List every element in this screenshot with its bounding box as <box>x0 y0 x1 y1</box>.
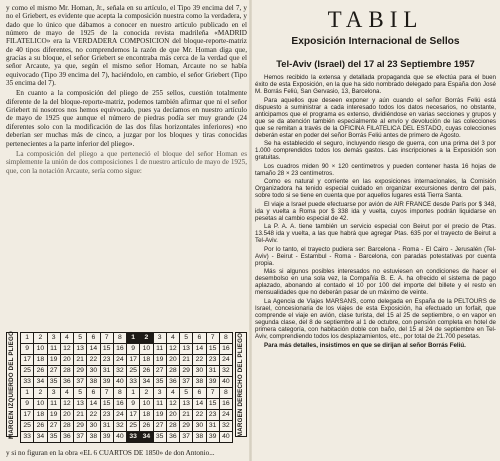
sheet-cell: 17 <box>127 410 140 421</box>
sheet-cell: 31 <box>206 366 219 377</box>
sheet-row <box>21 421 233 432</box>
sheet-cell: 4 <box>60 333 73 344</box>
article-dateline: Tel-Aviv (Israel) del 17 al 23 Septiembre 1957 <box>276 58 475 69</box>
article-column-right <box>255 4 496 459</box>
sheet-cell: 15 <box>206 344 219 355</box>
right-paragraph: Como es natural y corriente en las exposiciones internacionales, la Comisión Organizadora ha tenido especial cuidado en organizar excursiones dentro del país, sobre todo si se tiene en cuenta que por aquellos lugares está Tierra Santa. <box>255 178 496 200</box>
sheet-cell: 14 <box>87 344 100 355</box>
sheet-cell: 39 <box>206 377 219 388</box>
sheet-cell: 38 <box>193 432 206 443</box>
sheet-cell: 12 <box>60 344 73 355</box>
article-subtitle: Exposición Internacional de Sellos <box>291 36 460 47</box>
sheet-cell: 30 <box>193 421 206 432</box>
sheet-cell: 22 <box>87 355 100 366</box>
sheet-cell: 24 <box>113 410 126 421</box>
sheet-cell: 37 <box>74 432 87 443</box>
sheet-cell: 25 <box>21 421 34 432</box>
sheet-cell: 36 <box>166 432 179 443</box>
sheet-cell: 5 <box>74 388 87 399</box>
sheet-cell: 6 <box>193 333 206 344</box>
sheet-cell: 26 <box>140 421 153 432</box>
sheet-cell: 21 <box>180 355 193 366</box>
sheet-cell: 28 <box>166 421 179 432</box>
sheet-cell: 34 <box>140 377 153 388</box>
sheet-cell: 35 <box>47 432 60 443</box>
sheet-cell: 9 <box>127 344 140 355</box>
right-paragraph: El viaje a Israel puede efectuarse por avión de AIR FRANCE desde París por $ 348, ida y vuelta a Roma por $ 338 ida y vuelta, cuyos importes podrán liquidarse en pesetas al cambio especial de 42. <box>255 200 496 222</box>
sheet-cell: 12 <box>166 399 179 410</box>
left-margin-label: MARGEN IZQUIERDO DEL PLIEGO <box>6 332 18 437</box>
sheet-cell: 9 <box>21 399 34 410</box>
sheet-cell: 7 <box>100 333 113 344</box>
sheet-cell: 14 <box>87 399 100 410</box>
sheet-row <box>21 410 233 421</box>
sheet-cell: 5 <box>74 333 87 344</box>
sheet-cell: 1 <box>127 333 140 344</box>
sheet-cell: 24 <box>219 355 232 366</box>
sheet-cell: 4 <box>166 333 179 344</box>
sheet-cell: 39 <box>206 432 219 443</box>
sheet-cell: 28 <box>166 366 179 377</box>
sheet-cell: 22 <box>193 355 206 366</box>
sheet-cell: 2 <box>34 388 47 399</box>
sheet-cell: 9 <box>21 344 34 355</box>
sheet-cell: 15 <box>100 399 113 410</box>
sheet-cell: 36 <box>166 377 179 388</box>
sheet-cell: 33 <box>127 377 140 388</box>
sheet-cell: 1 <box>21 388 34 399</box>
sheet-cell: 29 <box>74 366 87 377</box>
sheet-cell: 19 <box>153 410 166 421</box>
sheet-cell: 10 <box>34 399 47 410</box>
sheet-cell: 34 <box>140 432 153 443</box>
sheet-cell: 27 <box>47 421 60 432</box>
sheet-cell: 39 <box>100 432 113 443</box>
sheet-row <box>21 432 233 443</box>
sheet-cell: 23 <box>206 410 219 421</box>
sheet-cell: 40 <box>113 377 126 388</box>
sheet-row <box>21 344 233 355</box>
sheet-row <box>21 388 233 399</box>
sheet-cell: 5 <box>180 388 193 399</box>
left-paragraph-2: En cuanto a la composición del pliego de 255 sellos, cuestión totalmente diferente de la del bloque-reporte-matriz, podemos también afirmar que ni el señor Griebert ni nosotros nos hemos equivocado, pues ya decíamos en nuestro artículo de mayo de 1925 que aunque el número de piedras podía ser muy grande (24 diferentes solo con la modificación de las dos filas horizontales inferiores) «no deberían ser muchas más de cinco, a juzgar por los bloques y tiras conocidas pertenecientes a la parte inferior del pliego». <box>6 89 247 148</box>
sheet-cell: 24 <box>113 355 126 366</box>
sheet-cell: 38 <box>87 377 100 388</box>
sheet-cell: 32 <box>219 421 232 432</box>
sheet-cell: 27 <box>47 366 60 377</box>
sheet-cell: 35 <box>153 377 166 388</box>
sheet-cell: 4 <box>166 388 179 399</box>
sheet-cell: 37 <box>180 432 193 443</box>
sheet-cell: 2 <box>140 388 153 399</box>
sheet-cell: 5 <box>180 333 193 344</box>
sheet-cell: 35 <box>153 432 166 443</box>
sheet-cell: 36 <box>60 377 73 388</box>
sheet-row <box>21 377 233 388</box>
sheet-cell: 36 <box>60 432 73 443</box>
sheet-cell: 10 <box>140 344 153 355</box>
sheet-cell: 13 <box>180 344 193 355</box>
sheet-cell: 31 <box>100 421 113 432</box>
sheet-cell: 35 <box>47 377 60 388</box>
sheet-cell: 6 <box>87 333 100 344</box>
sheet-cell: 30 <box>87 366 100 377</box>
sheet-cell: 3 <box>47 333 60 344</box>
sheet-cell: 33 <box>127 432 140 443</box>
sheet-cell: 23 <box>100 355 113 366</box>
sheet-cell: 16 <box>219 344 232 355</box>
sheet-cell: 10 <box>140 399 153 410</box>
sheet-row <box>21 399 233 410</box>
sheet-cell: 20 <box>166 355 179 366</box>
right-paragraph: Por lo tanto, el trayecto pudiera ser: Barcelona - Roma - El Cairo - Jerusalén (Tel-Aviv) - Beirut - Estambul - Roma - Barcelona, con paradas potestativas por cuenta propia. <box>255 245 496 267</box>
sheet-cell: 17 <box>21 355 34 366</box>
sheet-cell: 21 <box>180 410 193 421</box>
sheet-cell: 23 <box>100 410 113 421</box>
sheet-cell: 34 <box>34 432 47 443</box>
sheet-cell: 29 <box>74 421 87 432</box>
sheet-cell: 8 <box>219 388 232 399</box>
sheet-cell: 22 <box>87 410 100 421</box>
sheet-cell: 14 <box>193 344 206 355</box>
sheet-cell: 24 <box>219 410 232 421</box>
sheet-cell: 12 <box>166 344 179 355</box>
sheet-cell: 25 <box>127 366 140 377</box>
sheet-cell: 38 <box>193 377 206 388</box>
sheet-row <box>21 366 233 377</box>
sheet-cell: 29 <box>180 366 193 377</box>
sheet-cell: 21 <box>74 355 87 366</box>
sheet-cell: 33 <box>21 432 34 443</box>
sheet-cell: 27 <box>153 421 166 432</box>
sheet-cell: 1 <box>21 333 34 344</box>
sheet-cell: 1 <box>127 388 140 399</box>
sheet-cell: 37 <box>180 377 193 388</box>
sheet-cell: 7 <box>100 388 113 399</box>
right-paragraph: Más si algunos posibles interesados no estuviesen en condiciones de hacer el desembolso en una sola vez, la Compañía B. E. A. ha ofrecido el sistema de pago aplazado, abonando al contado el 10 por 100 del importe del billete y el resto en mensualidades que no deberán pasar de un máximo de veinte. <box>255 268 496 297</box>
sheet-cell: 8 <box>219 333 232 344</box>
sheet-cell: 32 <box>113 421 126 432</box>
right-paragraph: Se ha establecido el seguro, incluyendo riesgo de guerra, con una prima del 3 por 1.000 comprendidos todos los demás gastos. Las inscripciones a la Exposición son gratuitas. <box>255 140 496 162</box>
sheet-cell: 7 <box>206 333 219 344</box>
sheet-cell: 9 <box>127 399 140 410</box>
right-paragraph: Para más detalles, insistimos en que se dirijan al señor Borrás Feliú. <box>264 341 466 349</box>
sheet-cell: 19 <box>47 410 60 421</box>
sheet-cell: 3 <box>153 333 166 344</box>
right-paragraph: Hemos recibido la extensa y detallada propaganda que se efectúa para el buen éxito de esta Exposición, en la que ha sido nombrado delegado para España don José M. Borrás Feliú, San Gervasio, 13, Barcelona. <box>255 74 496 96</box>
sheet-cell: 14 <box>193 399 206 410</box>
sheet-cell: 11 <box>47 399 60 410</box>
sheet-cell: 16 <box>113 344 126 355</box>
sheet-cell: 12 <box>60 399 73 410</box>
sheet-cell: 27 <box>153 366 166 377</box>
masthead-title: TABIL <box>327 7 424 32</box>
sheet-cell: 32 <box>113 366 126 377</box>
sheet-cell: 6 <box>193 388 206 399</box>
sheet-cell: 37 <box>74 377 87 388</box>
sheet-cell: 16 <box>113 399 126 410</box>
sheet-cell: 32 <box>219 366 232 377</box>
sheet-cell: 3 <box>153 388 166 399</box>
sheet-cell: 26 <box>140 366 153 377</box>
sheet-cell: 20 <box>60 410 73 421</box>
sheet-cell: 19 <box>47 355 60 366</box>
sheet-row <box>21 355 233 366</box>
sheet-cell: 13 <box>74 344 87 355</box>
sheet-cell: 7 <box>206 388 219 399</box>
sheet-cell: 34 <box>34 377 47 388</box>
right-paragraph: La Agencia de Viajes MARSANS, como delegada en España de la PELTOURS de Israel, concesionaria de los viajes de esta Exposición, ha efectuado un forfait, que comprende el viaje en avión, clase turista, del 15 al 25 de septiembre, o en vapor en segunda clase, del 8 de septiembre al 1 de octubre, con pensión completa en hotel de primera categoría, con habitación doble con baño, del 15 al 24 de septiembre en Tel-Aviv, comprendiendo todos los desplazamientos, etc., por total de 21.700 pesetas. <box>255 297 496 341</box>
sheet-cell: 39 <box>100 377 113 388</box>
sheet-cell: 2 <box>34 333 47 344</box>
sheet-cell: 15 <box>206 399 219 410</box>
sheet-cell: 11 <box>153 399 166 410</box>
sheet-cell: 3 <box>47 388 60 399</box>
sheet-cell: 40 <box>113 432 126 443</box>
sheet-cell: 8 <box>113 333 126 344</box>
sheet-cell: 18 <box>140 410 153 421</box>
sheet-cell: 28 <box>60 366 73 377</box>
left-continued-text: y si no figuran en la obra «EL 6 CUARTOS DE 1850» de don Antonio... <box>6 449 215 457</box>
sheet-cell: 16 <box>219 399 232 410</box>
sheet-cell: 40 <box>219 377 232 388</box>
article-column-left <box>6 4 247 459</box>
sheet-cell: 2 <box>140 333 153 344</box>
sheet-cell: 22 <box>193 410 206 421</box>
article-body-right <box>255 74 496 349</box>
sheet-cell: 11 <box>153 344 166 355</box>
sheet-cell: 30 <box>193 366 206 377</box>
right-paragraph: Para aquellos que deseen exponer y aún cuando el señor Borrás Feliú está dispuesto a suministrar a cada interesado todos los datos necesarios, no obstante, anticipamos que el programa es extenso, dividiéndose en varias secciones y grupos y que se da atención también especialmente al envío y devolución de las colecciones que se remitan a través de la OFICINA FILATELICA DEL ESTADO, cuyas colecciones deberán estar en poder del señor Borrás Feliú antes de primero de Agosto. <box>255 96 496 139</box>
sheet-cell: 17 <box>21 410 34 421</box>
sheet-cell: 18 <box>34 355 47 366</box>
sheet-cell: 20 <box>60 355 73 366</box>
sheet-cell: 26 <box>34 421 47 432</box>
sheet-cell: 11 <box>47 344 60 355</box>
sheet-composition-table <box>20 332 233 443</box>
left-paragraph-1: y como el mismo Mr. Homan, Jr., señala en su artículo, el Tipo 39 encima del 7, y no el Griebert, es evidente que acepta la composición nuestra como la verdadera, y dado que lo único que dábamos a conocer en nuestro artículo publicado en el número de mayo de 1925 de la conocida revista madrileña «MADRID FILATELICO» era la VERDADERA COMPOSICION del bloque-reporte-matriz de 40 tipos diferentes, no comprendemos la razón de que Mr. Homan diga que, gracias a su bloque, el señor Griebert se encontraba más cerca de la verdad que el señor Arcaute, ya que, según el mismo señor Homan, Arcaute no se había equivocado (Tipo 39 encima del 7), haciéndolo, en cambio, el señor Griebert (Tipo 35 encima del 7). <box>6 4 247 88</box>
sheet-composition-figure <box>6 330 247 440</box>
sheet-cell: 30 <box>87 421 100 432</box>
sheet-cell: 13 <box>180 399 193 410</box>
sheet-cell: 21 <box>74 410 87 421</box>
sheet-cell: 40 <box>219 432 232 443</box>
sheet-cell: 25 <box>21 366 34 377</box>
sheet-cell: 19 <box>153 355 166 366</box>
sheet-cell: 4 <box>60 388 73 399</box>
sheet-cell: 13 <box>74 399 87 410</box>
sheet-row <box>21 333 233 344</box>
sheet-cell: 23 <box>206 355 219 366</box>
sheet-cell: 38 <box>87 432 100 443</box>
right-paragraph: Los cuadros miden 90 × 120 centímetros y pueden contener hasta 16 hojas de tamaño 28 × 23 centímetros. <box>255 162 496 177</box>
sheet-cell: 18 <box>140 355 153 366</box>
sheet-cell: 10 <box>34 344 47 355</box>
sheet-cell: 31 <box>206 421 219 432</box>
sheet-cell: 18 <box>34 410 47 421</box>
sheet-cell: 31 <box>100 366 113 377</box>
right-paragraph: La P. A. A. tiene también un servicio especial con Beirut por el precio de Ptas. 13.548 ida y vuelta, a las que habrá que agregar Ptas. 635 por el trayecto de Beirut a Tel-Aviv. <box>255 223 496 245</box>
sheet-cell: 25 <box>127 421 140 432</box>
sheet-cell: 28 <box>60 421 73 432</box>
sheet-cell: 17 <box>127 355 140 366</box>
right-margin-label: MARGEN DERECHO DEL PLIEGO <box>235 332 247 437</box>
sheet-cell: 6 <box>87 388 100 399</box>
sheet-cell: 26 <box>34 366 47 377</box>
sheet-cell: 29 <box>180 421 193 432</box>
sheet-cell: 8 <box>113 388 126 399</box>
sheet-cell: 15 <box>100 344 113 355</box>
page-fold-divider <box>249 0 252 461</box>
sheet-cell: 20 <box>166 410 179 421</box>
left-paragraph-3: La composición del pliego a que perteneció el bloque del señor Homan es simplemente la unión de dos composiciones 1 de nuestro artículo de mayo de 1925, que, con la notación Arcaute, sería como sigue: <box>6 149 247 175</box>
sheet-cell: 33 <box>21 377 34 388</box>
